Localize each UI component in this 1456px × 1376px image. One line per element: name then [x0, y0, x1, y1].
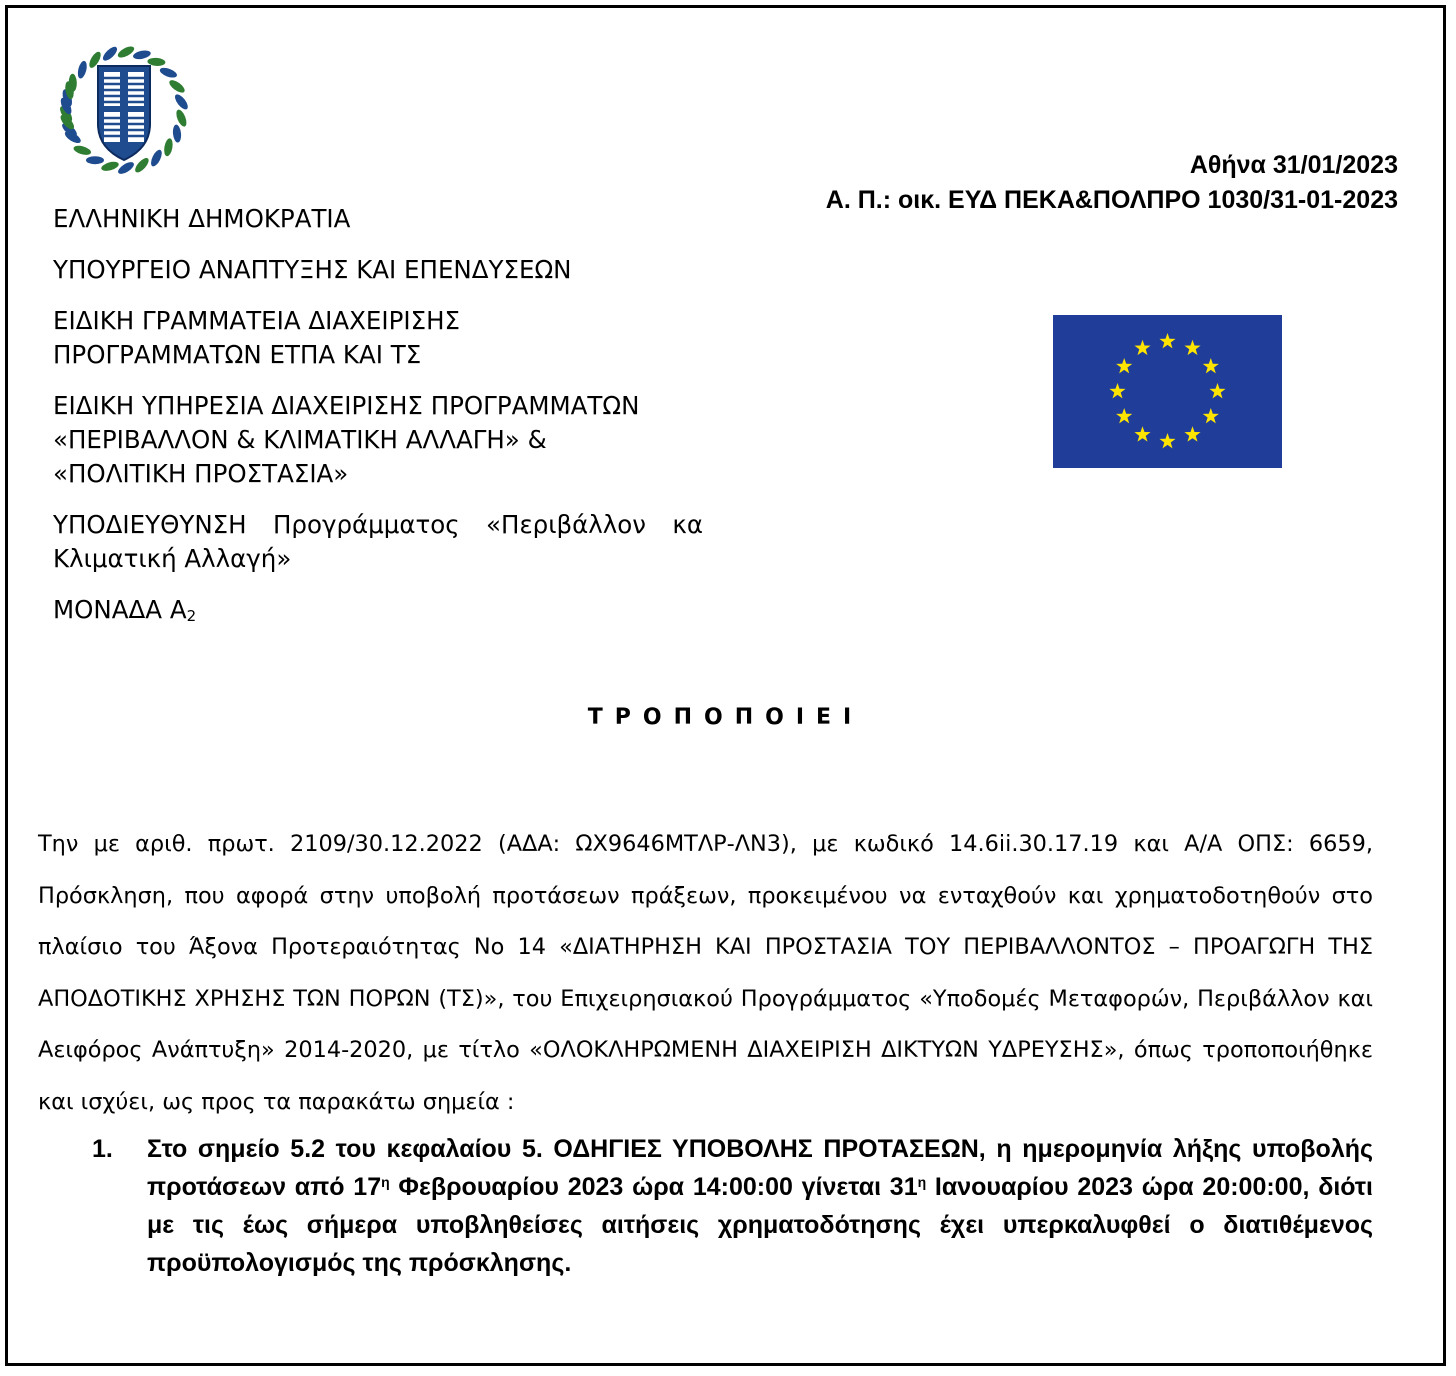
laurel-leaf-icon	[173, 92, 190, 111]
laurel-leaf-icon	[167, 78, 186, 95]
issuer-republic: ΕΛΛΗΝΙΚΗ ΔΗΜΟΚΡΑΤΙΑ	[53, 204, 351, 233]
issuer-secretariat	[53, 304, 703, 372]
list-item-number: 1.	[92, 1135, 113, 1163]
document-page	[5, 5, 1446, 1366]
laurel-leaf-icon	[149, 148, 164, 168]
laurel-leaf-icon	[116, 44, 136, 60]
issuer-service	[53, 389, 703, 491]
laurel-leaf-icon	[163, 138, 174, 157]
document-title: ΤΡΟΠΟΠΟΙΕΙ	[587, 705, 864, 730]
issuer-subdirectorate: ΥΠΟΔΙΕΥΘΥΝΣΗ Προγράμματος «Περιβάλλον κα Κλιματική Αλλαγή»	[53, 510, 703, 573]
laurel-leaf-icon	[116, 160, 136, 176]
list-item	[92, 1130, 1373, 1282]
issuer-unit-subscript: 2	[186, 607, 197, 625]
laurel-leaf-icon	[73, 144, 93, 157]
issuer-service-line2: «ΠΕΡΙΒΑΛΛΟΝ & ΚΛΙΜΑΤΙΚΗ ΑΛΛΑΓΗ» &	[53, 425, 547, 454]
list-item-text	[147, 1130, 1373, 1282]
issuer-service-line3: «ΠΟΛΙΤΙΚΗ ΠΡΟΣΤΑΣΙΑ»	[53, 459, 349, 488]
protocol-number: Α. Π.: οικ. ΕΥΔ ΠΕΚΑ&ΠΟΛΠΡΟ 1030/31-01-2023	[825, 186, 1398, 214]
laurel-leaf-icon	[172, 124, 182, 143]
list-item-text-part1: Στο σημείο 5.2 του κεφαλαίου 5. ΟΔΗΓΙΕΣ ΥΠΟΒΟΛΗΣ ΠΡΟΤΑΣΕΩΝ, η ημερομηνία λήξης υποβολής προτάσεων από 17	[147, 1135, 1373, 1201]
issuer-secretariat-line2: ΠΡΟΓΡΑΜΜΑΤΩΝ ΕΤΠΑ ΚΑΙ ΤΣ	[53, 340, 422, 369]
issuer-block	[53, 202, 703, 650]
laurel-leaf-icon	[133, 156, 151, 175]
list-item-text-part2: Φεβρουαρίου 2023 ώρα 14:00:00 γίνεται 31	[389, 1173, 918, 1201]
issuer-secretariat-line1: ΕΙΔΙΚΗ ΓΡΑΜΜΑΤΕΙΑ ΔΙΑΧΕΙΡΙΣΗΣ	[53, 306, 461, 335]
list-item-text-part3: Ιανουαρίου 2023 ώρα 20:00:00, διότι με τις έως σήμερα υποβληθείσες αιτήσεις χρηματοδότησης έχει υπερκαλυφθεί ο διατιθέμενος προϋπολογισμός της πρόσκλησης.	[147, 1173, 1373, 1277]
date-protocol-block	[826, 148, 1398, 218]
eu-flag-icon	[1053, 315, 1282, 468]
issuer-unit	[53, 593, 703, 633]
laurel-leaf-icon	[86, 156, 104, 164]
ordinal-superscript: η	[917, 1174, 927, 1190]
document-date: Αθήνα 31/01/2023	[1189, 151, 1398, 179]
greek-coat-of-arms-emblem	[54, 44, 194, 176]
laurel-leaf-icon	[132, 49, 151, 61]
laurel-leaf-icon	[159, 66, 179, 80]
issuer-ministry: ΥΠΟΥΡΓΕΙΟ ΑΝΑΠΤΥΞΗΣ ΚΑΙ ΕΠΕΝΔΥΣΕΩΝ	[53, 255, 572, 284]
ordinal-superscript: η	[381, 1174, 390, 1190]
laurel-leaf-icon	[76, 60, 88, 79]
laurel-leaf-icon	[101, 45, 120, 63]
body-paragraph: Την με αριθ. πρωτ. 2109/30.12.2022 (ΑΔΑ: ΩΧ9646ΜΤΛΡ-ΛΝ3), με κωδικό 14.6ii.30.17.19 και Α/Α ΟΠΣ: 6659, Πρόσκληση, που αφορά στην υποβολή προτάσεων πράξεων, προκειμένου να ενταχθούν και χρηματοδοτηθούν στο πλαίσιο του Άξονα Προτεραιότητας Νο 14 «ΔΙΑΤΗΡΗΣΗ ΚΑΙ ΠΡΟΣΤΑΣΙΑ ΤΟΥ ΠΕΡΙΒΑΛΛΟΝΤΟΣ – ΠΡΟΑΓΩΓΗ ΤΗΣ ΑΠΟΔΟΤΙΚΗΣ ΧΡΗΣΗΣ ΤΩΝ ΠΟΡΩΝ (ΤΣ)», του Επιχειρησιακού Προγράμματος «Υποδομές Μεταφορών, Περιβάλλον και Αειφόρος Ανάπτυξη» 2014-2020, με τίτλο «ΟΛΟΚΛΗΡΩΜΕΝΗ ΔΙΑΧΕΙΡΙΣΗ ΔΙΚΤΥΩΝ ΥΔΡΕΥΣΗΣ», όπως τροποποιήθηκε και ισχύει, ως προς τα παρακάτω σημεία :	[38, 831, 1373, 1115]
issuer-unit-label: ΜΟΝΑΔΑ Α	[53, 595, 187, 624]
issuer-service-line1: ΕΙΔΙΚΗ ΥΠΗΡΕΣΙΑ ΔΙΑΧΕΙΡΙΣΗΣ ΠΡΟΓΡΑΜΜΑΤΩΝ	[53, 391, 640, 420]
